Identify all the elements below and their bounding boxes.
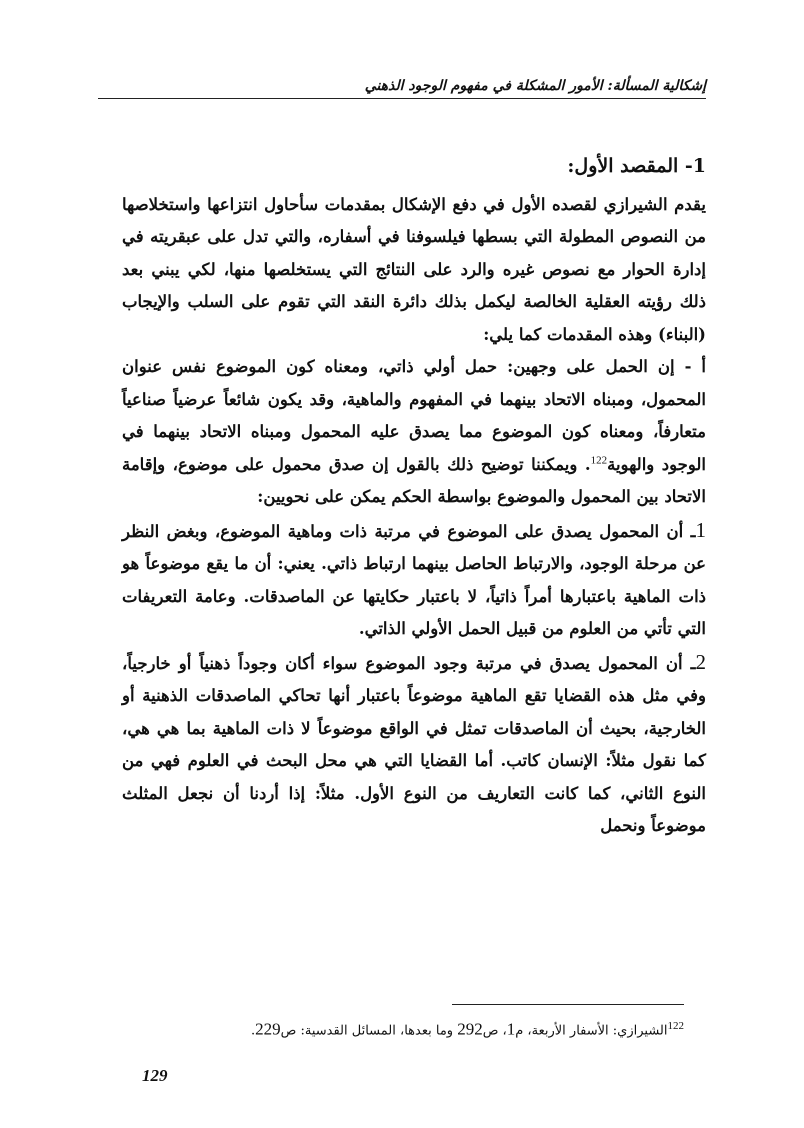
list-item-2-text: ـ أن المحمول يصدق في مرتبة وجود الموضوع سواء أكان وجوداً ذهنياً أو خارجياً، وفي مثل هذه القضايا تقع الماهية موضوعاً باعتبار أنها تحاكي الماصدقات الذهنية أو الخارجية، بحيث أن الماصدقات تمثل في الواقع موضوعاً لا ذات الماهية بما هي هي، كما نقول مثلاً: الإنسان كاتب. أما القضايا التي هي محل البحث في العلوم فهي من النوع الثاني، كما كانت التعاريف من النوع الأول. مثلاً: إذا أردنا أن نجعل المثلث موضوعاً ونحمل — [122, 653, 706, 835]
footnote-reference[interactable]: 122 — [590, 454, 608, 466]
footnote-text-b: ، ص — [482, 1023, 507, 1039]
intro-text: يقدم الشيرازي لقصده الأول في دفع الإشكال بمقدمات سأحاول انتزاعها واستخلاصها من النصوص المطولة التي بسطها فيلسوفنا في أسفاره، والتي تدل على عبقريته في إدارة الحوار مع نصوص غيره والرد على النتائج التي يستخلصها منها، لكي يبني بعد ذلك رؤيته العقلية الخالصة ليكمل بذلك دائرة النقد التي تقوم على السلب والإيجاب (البناء) وهذه المقدمات كما يلي: — [122, 194, 706, 344]
footnote-number: 122 — [667, 1020, 684, 1032]
point-a-text-1: أ - إن الحمل على وجهين: حمل أولي ذاتي، ومعناه كون الموضوع نفس عنوان المحمول، ومبناه الاتحاد بينهما في المفهوم والماهية، وقد يكون شائعاً عرضياً صناعياً متعارفاً، ومعناه كون الموضوع مما يصدق عليه المحمول ومبناه الاتحاد بينهما في الوجود والهوية — [122, 357, 706, 474]
body-text — [122, 150, 706, 843]
section-title: 1- المقصد الأول: — [567, 155, 706, 177]
running-header — [98, 78, 706, 99]
footnote-text-c: وما بعدها، المسائل القدسية: ص — [280, 1023, 458, 1039]
footnote-text-d: . — [251, 1023, 256, 1039]
footnote-divider — [452, 1004, 684, 1005]
page-number: 129 — [142, 1066, 168, 1085]
footnote-text-a: الشيرازي: الأسفار الأربعة، م — [515, 1023, 668, 1039]
running-title: إشكالية المسألة: الأمور المشكلة في مفهوم الوجود الذهني — [364, 78, 706, 94]
point-a-text-2: . ويمكننا توضيح ذلك بالقول إن صدق محمول على موضوع، وإقامة الاتحاد بين المحمول والموضوع بواسطة الحكم يمكن على نحويين: — [122, 454, 706, 506]
footnote-page-1: 292 — [457, 1019, 483, 1039]
intro-paragraph — [122, 189, 706, 352]
list-item-1-text: ـ أن المحمول يصدق على الموضوع في مرتبة ذات وماهية الموضوع، وبغض النظر عن مرحلة الوجود، والارتباط الحاصل بينهما ارتباط ذاتي. يعني: أن ما يقع موضوعاً هو ذات الماهية باعتبارها أمراً ذاتياً، لا باعتبار حكايتها عن الماصدقات. وعامة التعريفات التي تأتي من العلوم من قبيل الحمل الأولي الذاتي. — [122, 521, 706, 638]
footnote-page-2: 229 — [255, 1019, 281, 1039]
footnote-volume: 1 — [506, 1019, 516, 1039]
footnote — [120, 1014, 684, 1043]
list-item-2-number: 2 — [695, 649, 706, 674]
list-item-1 — [122, 514, 706, 646]
list-item-1-number: 1 — [695, 517, 706, 542]
point-a-paragraph — [122, 351, 706, 514]
list-item-2 — [122, 646, 706, 843]
